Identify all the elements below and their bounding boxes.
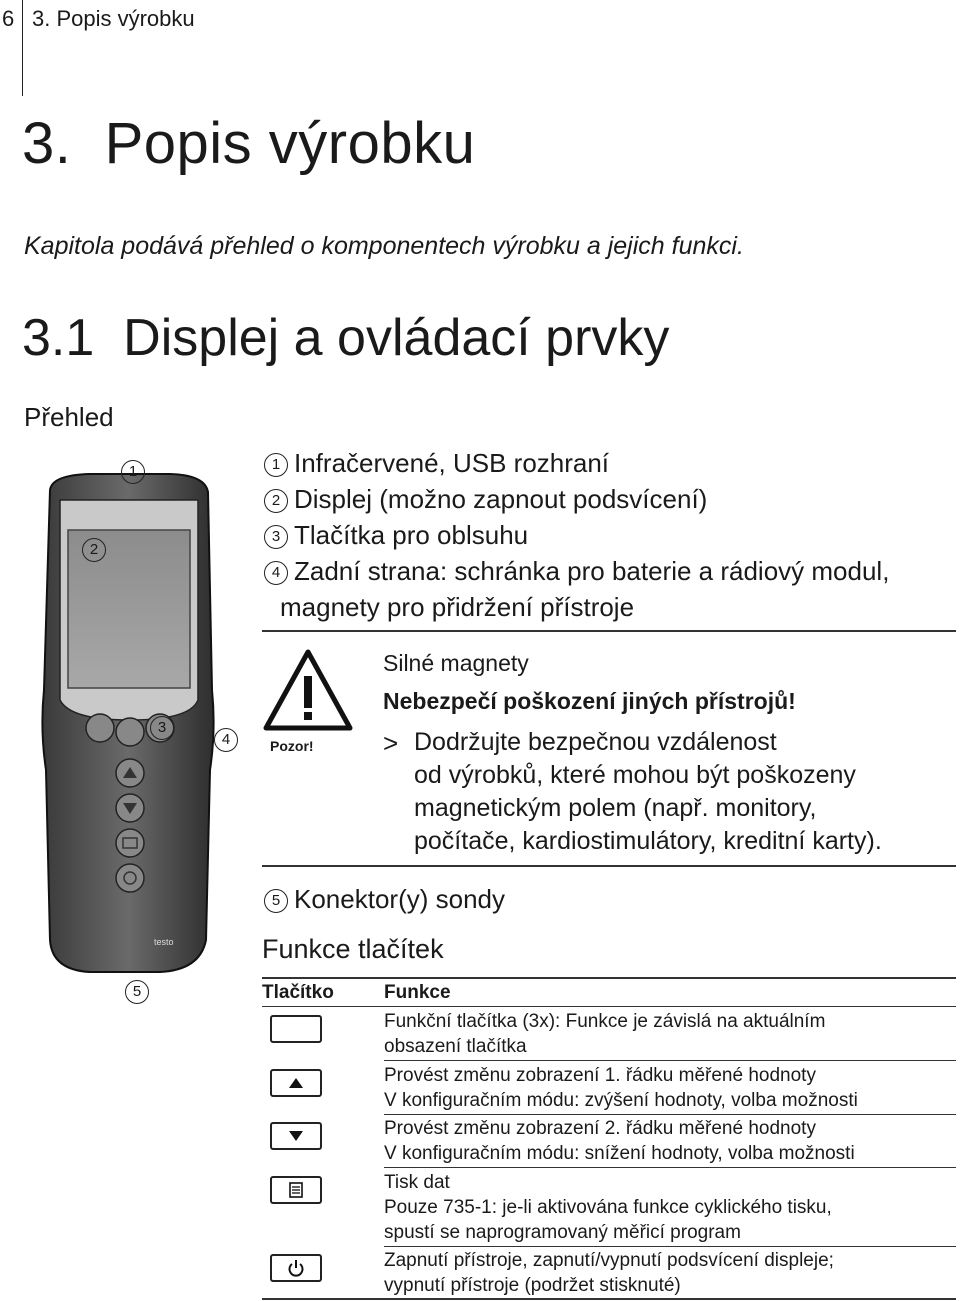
row-divider xyxy=(384,1167,956,1168)
row-divider xyxy=(384,1114,956,1115)
warning-badge: Pozor! xyxy=(270,738,314,754)
warning-danger: Nebezpečí poškození jiných přístrojů! xyxy=(383,688,796,714)
callout-1: 1 xyxy=(121,460,145,484)
warning-arrow: > xyxy=(383,728,399,758)
table-row xyxy=(384,1248,944,1298)
warning-text xyxy=(414,726,944,858)
component-item-continued: magnety pro přidržení přístroje xyxy=(280,592,635,622)
chapter-title: 3. Popis výrobku xyxy=(22,111,476,176)
print-key-icon xyxy=(270,1176,322,1204)
component-text: Infračervené, USB rozhraní xyxy=(294,448,610,478)
row-text: Zapnutí přístroje, zapnutí/vypnutí podsvícení displeje; xyxy=(384,1250,834,1271)
row-divider xyxy=(384,1246,956,1247)
row-text: vypnutí přístroje (podržet stisknuté) xyxy=(384,1275,681,1296)
down-arrow-key-icon xyxy=(270,1122,322,1150)
callout-5: 5 xyxy=(125,980,149,1004)
running-head: 3. Popis výrobku xyxy=(32,6,195,31)
table-row xyxy=(384,1063,944,1113)
component-text: Zadní strana: schránka pro baterie a rádiový modul, xyxy=(294,556,890,586)
chapter-intro: Kapitola podává přehled o komponentech výrobku a jejich funkci. xyxy=(24,232,744,260)
component-item xyxy=(264,481,889,517)
component-item-5 xyxy=(264,884,505,915)
row-text: Provést změnu zobrazení 2. řádku měřené hodnoty xyxy=(384,1118,816,1139)
component-item xyxy=(264,553,889,589)
component-text: Displej (možno zapnout podsvícení) xyxy=(294,484,708,514)
callout-2: 2 xyxy=(82,538,106,562)
callout-4: 4 xyxy=(214,728,238,752)
table-header-rule xyxy=(262,1006,956,1007)
table-row xyxy=(384,1116,944,1166)
component-item xyxy=(264,445,889,481)
page-number: 6 xyxy=(2,6,15,31)
warning-line: Dodržujte bezpečnou vzdálenost xyxy=(414,728,777,756)
number-badge: 1 xyxy=(264,453,288,477)
row-text: Funkční tlačítka (3x): Funkce je závislá na aktuálním xyxy=(384,1011,826,1032)
row-text: V konfiguračním módu: snížení hodnoty, volba možnosti xyxy=(384,1143,855,1164)
overview-label: Přehled xyxy=(24,402,114,432)
warning-triangle-icon xyxy=(262,648,354,733)
warning-line: počítače, kardiostimulátory, kreditní karty). xyxy=(414,827,882,855)
column-header-key: Tlačítko xyxy=(262,982,334,1003)
row-text: Provést změnu zobrazení 1. řádku měřené hodnoty xyxy=(384,1065,816,1086)
row-text: Pouze 735-1: je-li aktivována funkce cyklického tisku, xyxy=(384,1197,832,1218)
number-badge: 5 xyxy=(264,889,288,913)
table-bottom-rule xyxy=(262,1298,956,1300)
warning-bottom-rule xyxy=(262,865,956,867)
functions-title: Funkce tlačítek xyxy=(262,934,444,964)
warning-line: magnetickým polem (např. monitory, xyxy=(414,794,817,822)
device-illustration xyxy=(30,470,245,980)
component-list xyxy=(264,445,889,625)
table-row xyxy=(384,1009,944,1059)
callout-3: 3 xyxy=(150,716,174,740)
table-top-rule xyxy=(262,977,956,979)
up-arrow-key-icon xyxy=(270,1069,322,1097)
number-badge: 3 xyxy=(264,525,288,549)
row-text: V konfiguračním módu: zvýšení hodnoty, volba možnosti xyxy=(384,1090,858,1111)
device-brand-logo: testo xyxy=(154,937,174,947)
warning-top-rule xyxy=(262,630,956,632)
row-text: obsazení tlačítka xyxy=(384,1036,527,1057)
warning-line: od výrobků, které mohou být poškozeny xyxy=(414,761,856,789)
blank-key-icon xyxy=(270,1015,322,1043)
row-text: Tisk dat xyxy=(384,1172,450,1193)
header-divider xyxy=(22,0,23,96)
component-text: Tlačítka pro oblsuhu xyxy=(294,520,529,550)
row-text: spustí se naprogramovaný měřicí program xyxy=(384,1222,741,1243)
section-title: 3.1 Displej a ovládací prvky xyxy=(22,309,670,367)
power-key-icon xyxy=(270,1254,322,1282)
table-row xyxy=(384,1170,944,1245)
number-badge: 4 xyxy=(264,561,288,585)
column-header-function: Funkce xyxy=(384,982,451,1003)
component-text: Konektor(y) sondy xyxy=(294,884,505,914)
row-divider xyxy=(384,1060,956,1061)
number-badge: 2 xyxy=(264,489,288,513)
warning-title: Silné magnety xyxy=(383,650,529,676)
component-item xyxy=(264,517,889,553)
